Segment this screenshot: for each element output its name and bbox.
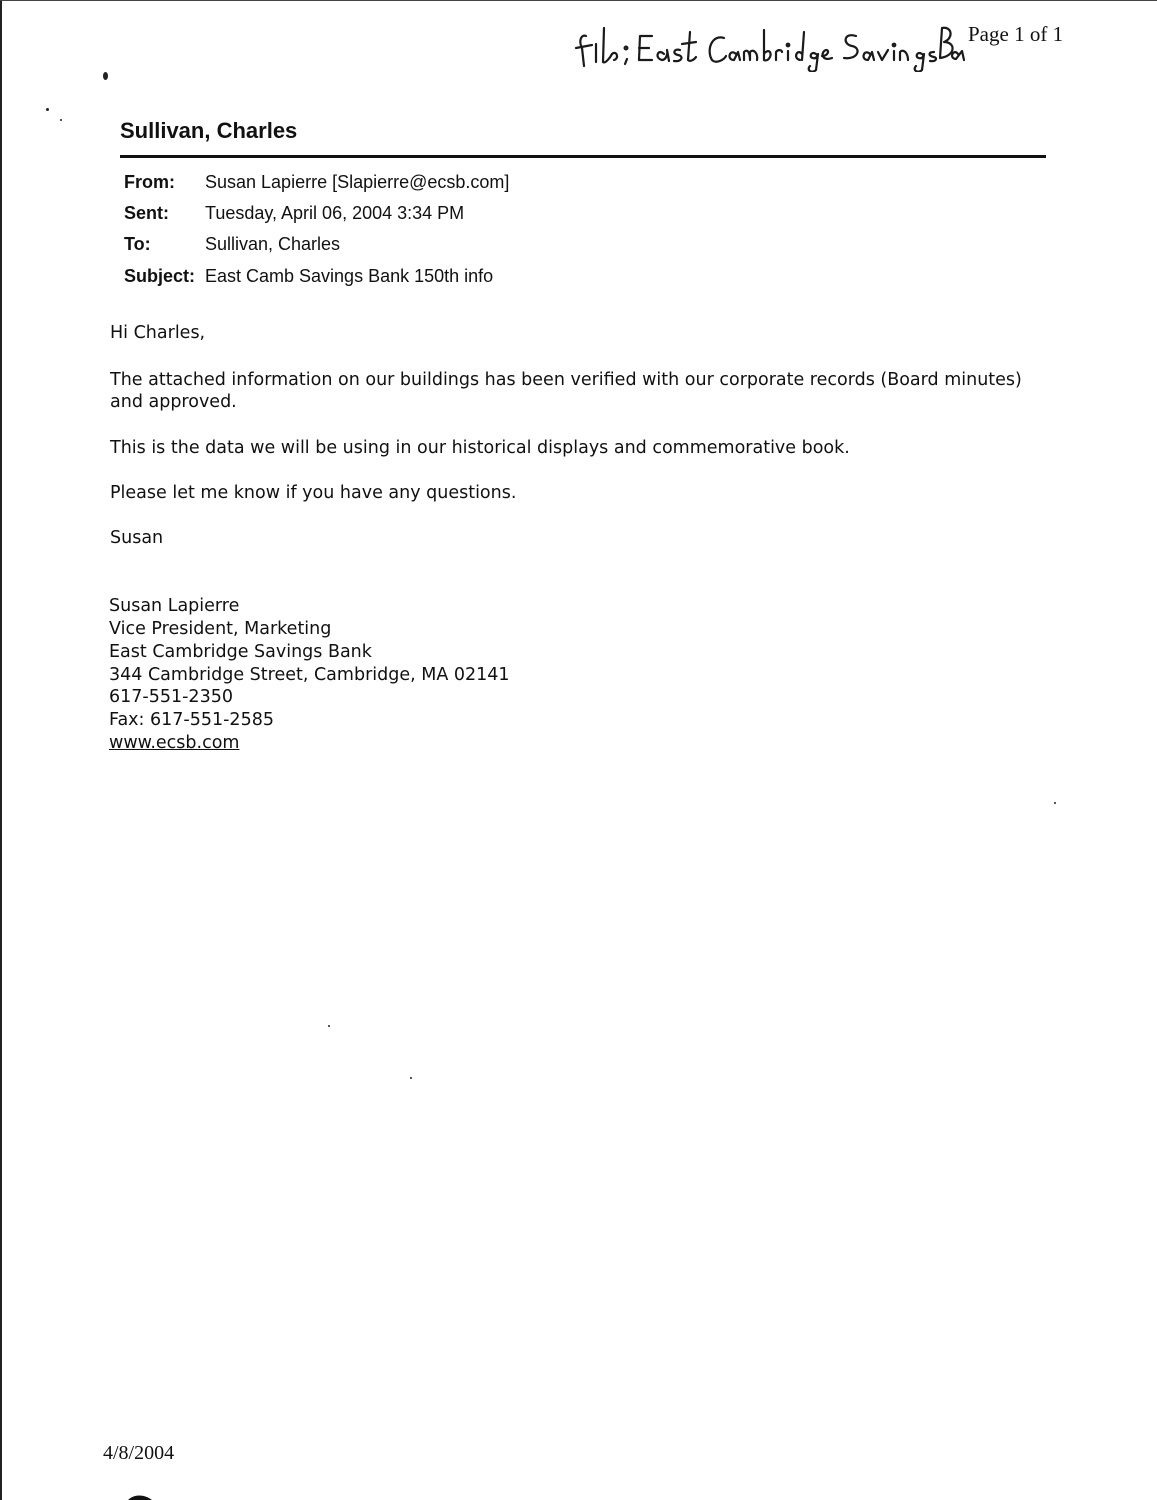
signature-address: 344 Cambridge Street, Cambridge, MA 02141: [109, 665, 510, 685]
signature-title: Vice President, Marketing: [109, 619, 332, 639]
signature-fax: Fax: 617-551-2585: [109, 710, 274, 730]
signature-company: East Cambridge Savings Bank: [109, 642, 372, 662]
scan-edge-top: [0, 0, 1157, 1]
signature-name: Susan Lapierre: [109, 596, 240, 616]
email-paragraph: This is the data we will be using in our historical displays and commemorative book.: [110, 438, 850, 458]
email-greeting: Hi Charles,: [110, 323, 206, 343]
subject-label: Subject:: [124, 266, 196, 286]
from-label: From:: [124, 172, 175, 192]
signature-website-row: [109, 733, 239, 753]
signature-phone: 617-551-2350: [109, 687, 233, 707]
email-closing: Susan: [110, 528, 164, 548]
subject-value: East Camb Savings Bank 150th info: [205, 266, 494, 286]
header-divider: [120, 155, 1046, 158]
email-paragraph: Please let me know if you have any questions.: [110, 483, 517, 503]
to-label: To:: [124, 234, 151, 254]
sent-label: Sent:: [124, 203, 169, 223]
email-paragraph: The attached information on our buildings has been verified with our corporate records (Board minutes) and approved.: [110, 370, 1022, 412]
handwritten-filing-note: [572, 14, 972, 72]
scan-bottom-mark: [110, 1492, 170, 1500]
scan-speck: [1054, 802, 1056, 804]
scan-speck: [60, 119, 62, 121]
scan-speck: [328, 1025, 330, 1027]
scan-speck: [103, 72, 108, 80]
sent-value: Tuesday, April 06, 2004 3:34 PM: [205, 203, 465, 223]
mailbox-owner-name: Sullivan, Charles: [120, 118, 298, 143]
print-date: 4/8/2004: [103, 1442, 175, 1464]
to-value: Sullivan, Charles: [205, 234, 341, 254]
website-link[interactable]: www.ecsb.com: [109, 733, 240, 753]
page-number: Page 1 of 1: [968, 22, 1064, 46]
scan-speck: [410, 1077, 412, 1079]
from-value: Susan Lapierre [Slapierre@ecsb.com]: [205, 172, 510, 192]
scan-edge-left: [0, 0, 2, 1500]
scan-speck: [46, 108, 49, 111]
